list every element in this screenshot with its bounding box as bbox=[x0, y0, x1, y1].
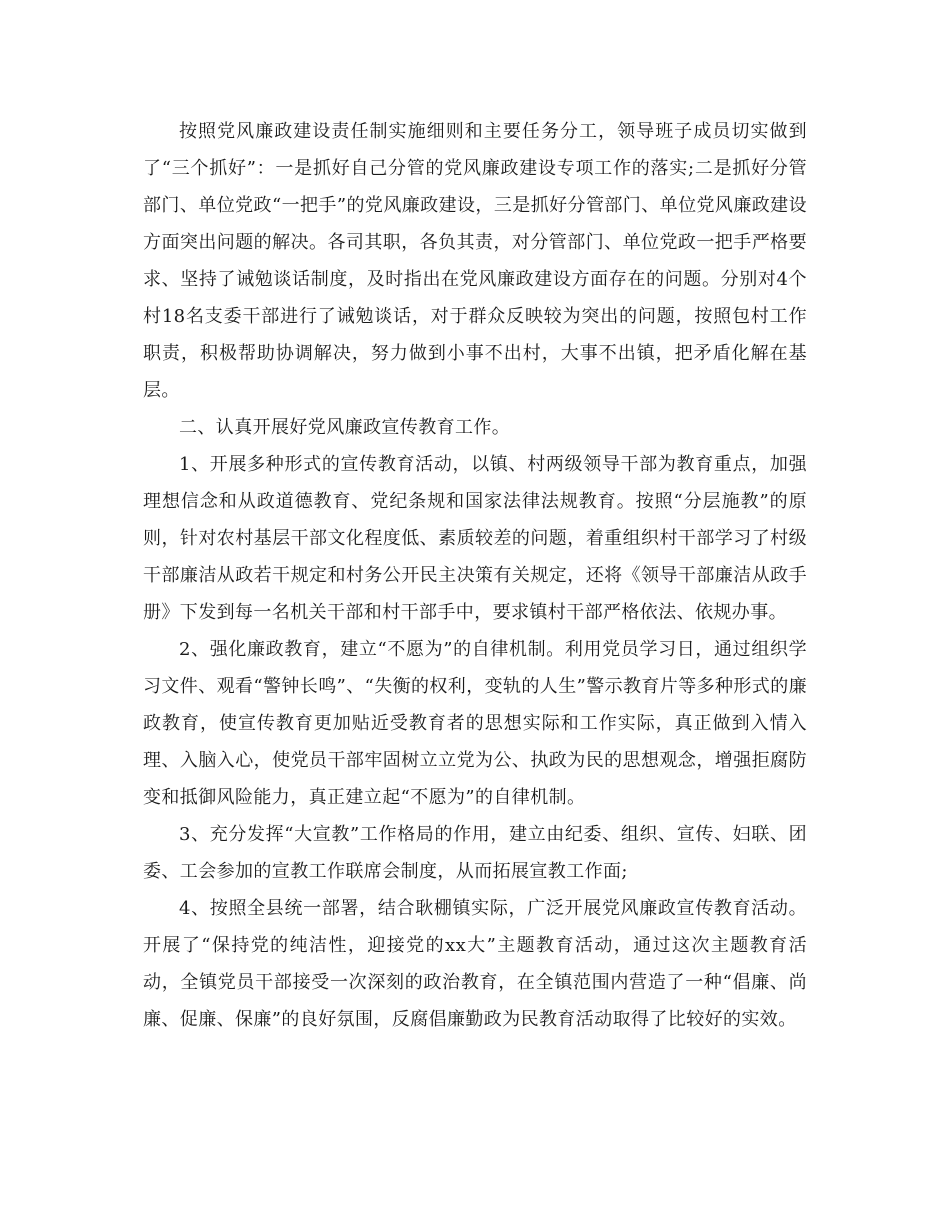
paragraph-item-4: 4、按照全县统一部署，结合耿棚镇实际，广泛开展党风廉政宣传教育活动。开展了“保持党的纯洁性，迎接党的xx大”主题教育活动，通过这次主题教育活动，全镇党员干部接受一次深刻的政治教育，在全镇范围内营造了一种“倡廉、尚廉、促廉、保廉”的良好氛围，反腐倡廉勤政为民教育活动取得了比较好的实效。 bbox=[143, 898, 807, 1030]
document-body bbox=[143, 113, 807, 1038]
paragraph-responsibility: 按照党风廉政建设责任制实施细则和主要任务分工，领导班子成员切实做到了“三个抓好”：一是抓好自己分管的党风廉政建设专项工作的落实;二是抓好分管部门、单位党政“一把手”的党风廉政建设，三是抓好分管部门、单位党风廉政建设方面突出问题的解决。各司其职，各负其责，对分管部门、单位党政一把手严格要求、坚持了诫勉谈话制度，及时指出在党风廉政建设方面存在的问题。分别对4个村18名支委干部进行了诫勉谈话，对于群众反映较为突出的问题，按照包村工作职责，积极帮助协调解决，努力做到小事不出村，大事不出镇，把矛盾化解在基层。 bbox=[143, 121, 807, 401]
paragraph-item-3: 3、充分发挥“大宣教”工作格局的作用，建立由纪委、组织、宣传、妇联、团委、工会参加的宣教工作联席会制度，从而拓展宣教工作面; bbox=[143, 824, 807, 882]
paragraph-item-2: 2、强化廉政教育，建立“不愿为”的自律机制。利用党员学习日，通过组织学习文件、观看“警钟长鸣”、“失衡的权利，变轨的人生”警示教育片等多种形式的廉政教育，使宣传教育更加贴近受教育者的思想实际和工作实际，真正做到入情入理、入脑入心，使党员干部牢固树立立党为公、执政为民的思想观念，增强拒腐防变和抵御风险能力，真正建立起“不愿为”的自律机制。 bbox=[143, 639, 808, 808]
section-heading-education: 二、认真开展好党风廉政宣传教育工作。 bbox=[179, 417, 511, 438]
paragraph-item-1: 1、开展多种形式的宣传教育活动，以镇、村两级领导干部为教育重点，加强理想信念和从政道德教育、党纪条规和国家法律法规教育。按照“分层施教”的原则，针对农村基层干部文化程度低、素质较差的问题，着重组织村干部学习了村级干部廉洁从政若干规定和村务公开民主决策有关规定，还将《领导干部廉洁从政手册》下发到每一名机关干部和村干部手中，要求镇村干部严格依法、依规办事。 bbox=[143, 454, 807, 623]
